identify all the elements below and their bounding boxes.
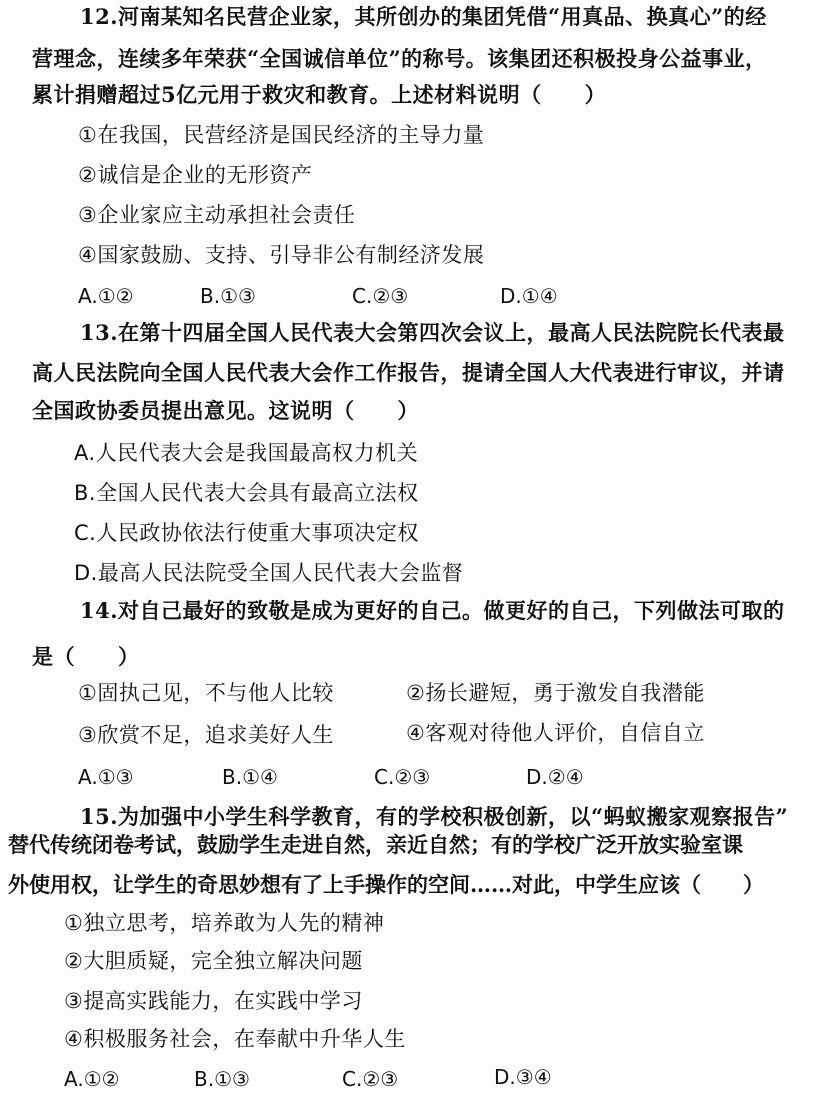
- choice-a: A.①③: [78, 765, 134, 789]
- question-text-line: 15.为加强中小学生科学教育，有的学校积极创新，以“蚂蚁搬家观察报告”: [80, 804, 789, 829]
- option-b: B.全国人民代表大会具有最高立法权: [74, 481, 419, 505]
- choice-c: C.②③: [352, 284, 409, 308]
- question-text-line: 13.在第十四届全国人民代表大会第四次会议上，最高人民法院院长代表最: [80, 320, 785, 345]
- option-2: ②诚信是企业的无形资产: [78, 163, 313, 187]
- option-4: ④积极服务社会，在奉献中升华人生: [64, 1027, 406, 1051]
- question-text-line: 高人民法院向全国人民代表大会作工作报告，提请全国人大代表进行审议，并请: [32, 360, 785, 385]
- question-text-line: 14.对自己最好的致敬是成为更好的自己。做更好的自己，下列做法可取的: [80, 598, 785, 623]
- option-3: ③提高实践能力，在实践中学习: [64, 989, 363, 1013]
- choice-d: D.①④: [500, 284, 558, 308]
- option-c: C.人民政协依法行使重大事项决定权: [74, 521, 419, 545]
- option-4: ④国家鼓励、支持、引导非公有制经济发展: [78, 243, 485, 267]
- option-2: ②大胆质疑，完全独立解决问题: [64, 949, 363, 973]
- choice-b: B.①③: [194, 1067, 250, 1091]
- choice-d: D.③④: [494, 1065, 552, 1089]
- choice-d: D.②④: [526, 765, 584, 789]
- question-text-line: 替代传统闭卷考试，鼓励学生走进自然，亲近自然；有的学校广泛开放实验室课: [8, 832, 743, 857]
- question-text-line: 营理念，连续多年荣获“全国诚信单位”的称号。该集团还积极投身公益事业，: [32, 46, 767, 71]
- option-a: A.人民代表大会是我国最高权力机关: [74, 441, 419, 465]
- choice-c: C.②③: [374, 765, 431, 789]
- option-3: ③欣赏不足，追求美好人生: [78, 723, 334, 747]
- choice-b: B.①④: [222, 765, 278, 789]
- question-text-line: 外使用权，让学生的奇思妙想有了上手操作的空间……对此，中学生应该（ ）: [8, 872, 764, 897]
- option-1: ①在我国，民营经济是国民经济的主导力量: [78, 123, 485, 147]
- question-text-line: 是（ ）: [32, 644, 140, 669]
- question-text-line: 全国政协委员提出意见。这说明（ ）: [32, 398, 419, 423]
- option-d: D.最高人民法院受全国人民代表大会监督: [74, 561, 464, 585]
- option-3: ③企业家应主动承担社会责任: [78, 203, 356, 227]
- option-4: ④客观对待他人评价，自信自立: [406, 721, 705, 745]
- question-text-line: 12.河南某知名民营企业家，其所创办的集团凭借“用真品、换真心”的经: [80, 4, 767, 29]
- choice-a: A.①②: [64, 1067, 120, 1091]
- question-text-line: 累计捐赠超过5亿元用于救灾和教育。上述材料说明（ ）: [32, 82, 607, 107]
- choice-a: A.①②: [78, 284, 134, 308]
- choice-c: C.②③: [342, 1067, 399, 1091]
- option-1: ①独立思考，培养敢为人先的精神: [64, 911, 385, 935]
- option-2: ②扬长避短，勇于激发自我潜能: [406, 681, 705, 705]
- option-1: ①固执己见，不与他人比较: [78, 681, 334, 705]
- choice-b: B.①③: [200, 284, 256, 308]
